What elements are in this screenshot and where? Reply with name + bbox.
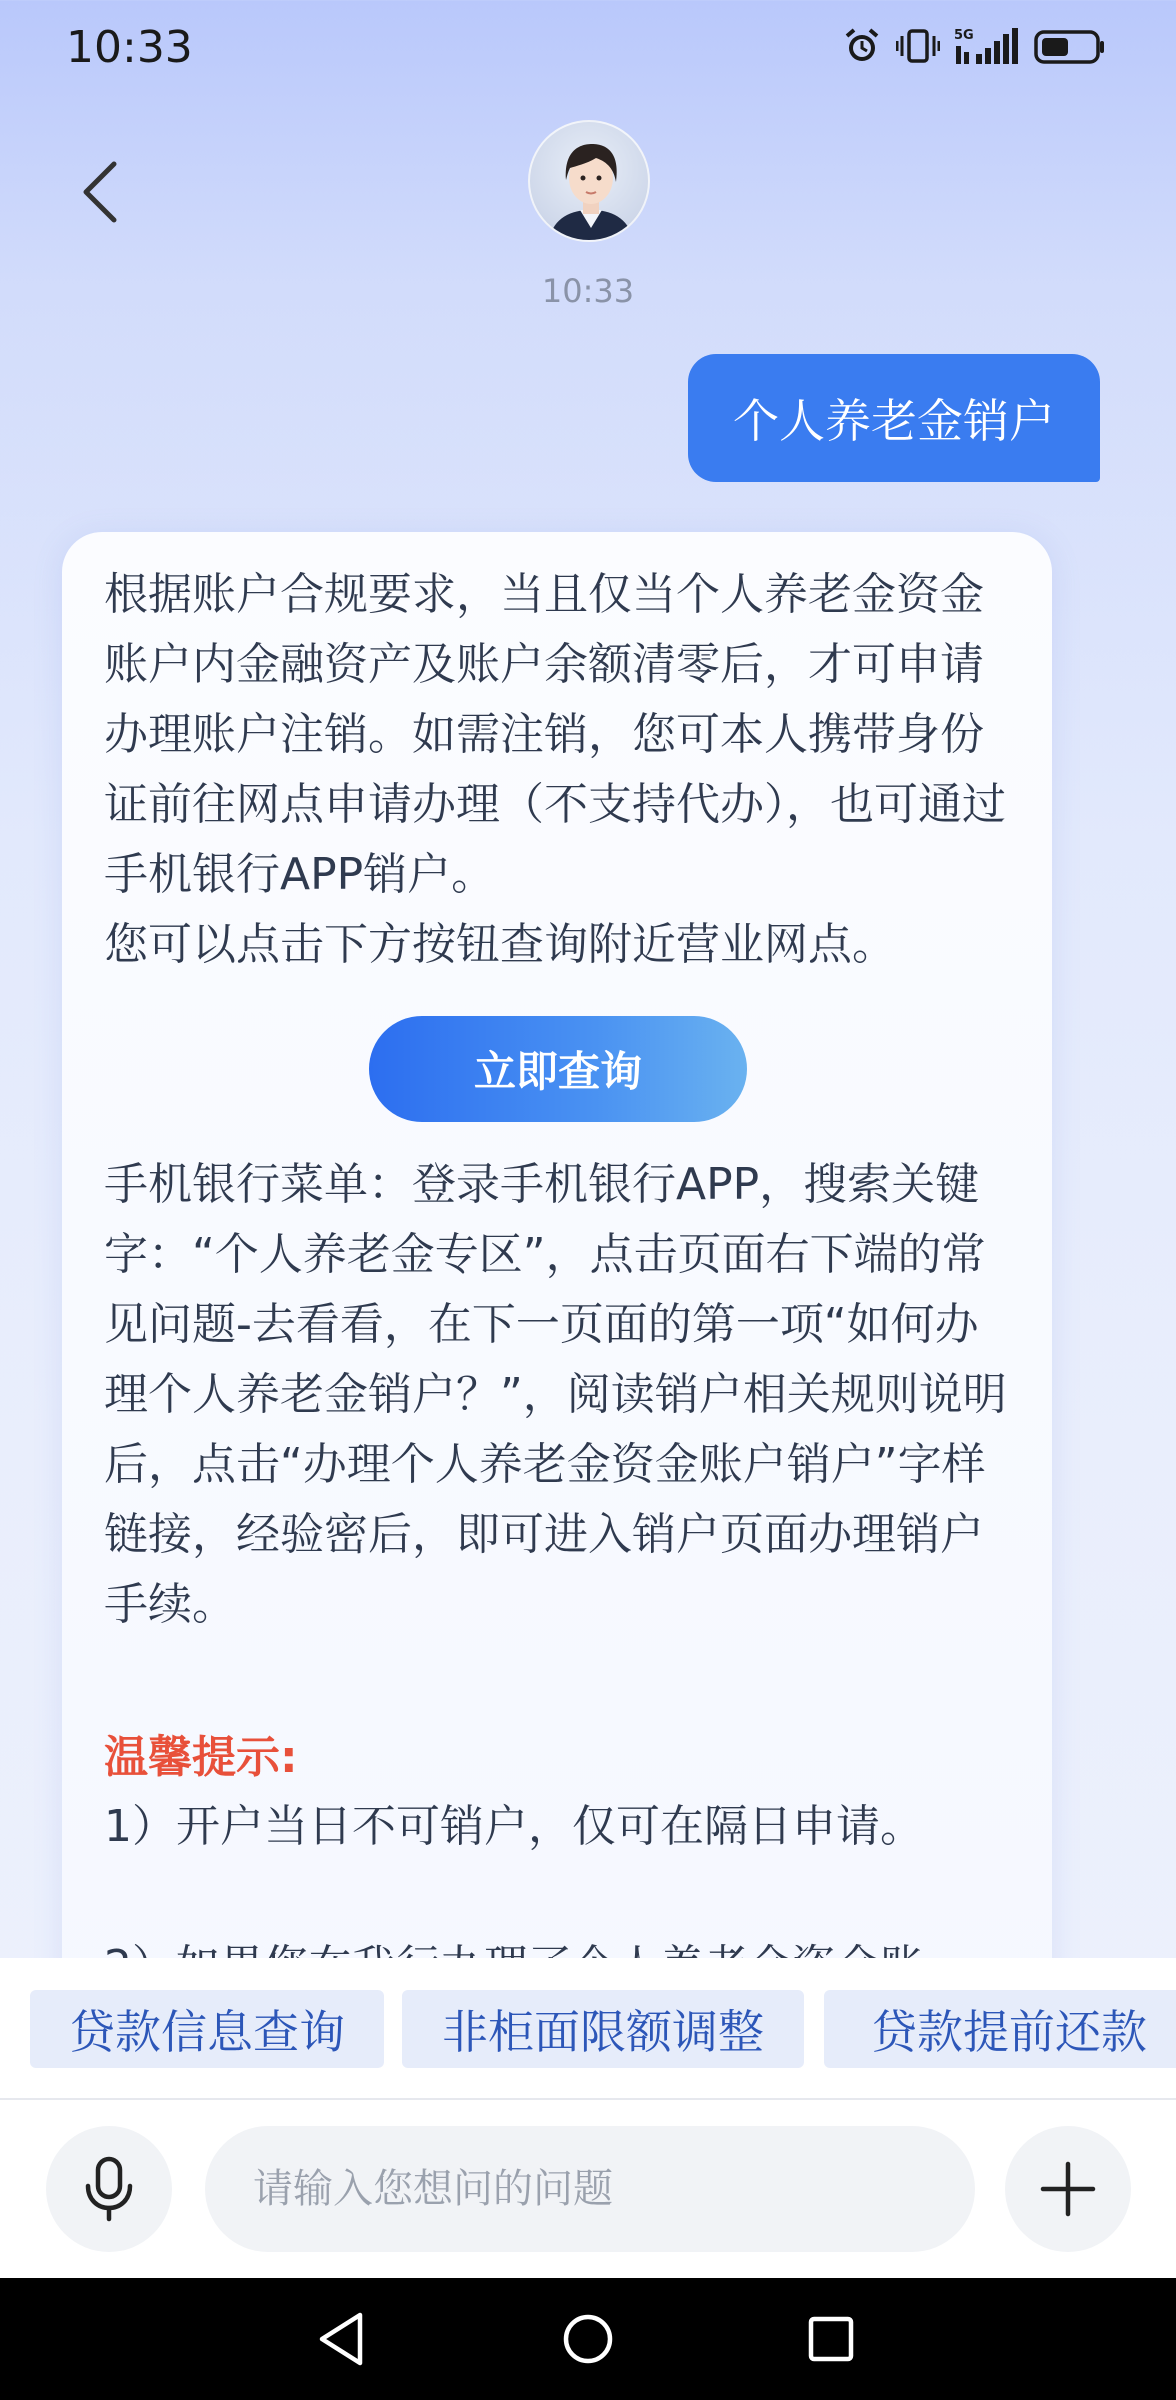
query-now-button[interactable]: 立即查询 (369, 1016, 747, 1122)
quick-reply-bar (0, 1958, 1176, 2100)
quick-chip-early-repay[interactable]: 贷款提前还款 (824, 1990, 1176, 2068)
nav-back-button[interactable] (306, 2304, 376, 2374)
status-bar (0, 0, 1176, 100)
nav-recent-icon (806, 2314, 856, 2364)
quick-chip-limit-adjust[interactable]: 非柜面限额调整 (402, 1990, 804, 2068)
nav-back-icon (316, 2311, 366, 2367)
nav-home-button[interactable] (553, 2304, 623, 2374)
quick-chip-loan-info[interactable]: 贷款信息查询 (30, 1990, 384, 2068)
message-timestamp: 10:33 (541, 272, 635, 310)
signal-5g-icon (954, 26, 1020, 66)
assistant-avatar[interactable] (528, 120, 650, 242)
assistant-instructions: 手机银行菜单：登录手机银行APP，搜索关键字：“个人养老金专区”，点击页面右下端的常见问题-去看看，在下一页面的第一项“如何办理个人养老金销户？”，阅读销户相关规则说明后，点击“办理个人养老金资金账户销户”字样链接，经验密后，即可进入销户页面办理销户手续。 (104, 1159, 1007, 1630)
vibrate-icon (896, 26, 940, 66)
question-input[interactable] (205, 2126, 975, 2252)
chat-header (0, 100, 1176, 310)
microphone-icon (81, 2156, 137, 2222)
status-icons (842, 26, 1106, 66)
tip-title: 温馨提示: (104, 1732, 298, 1783)
system-nav-bar (0, 2278, 1176, 2400)
alarm-icon (842, 26, 882, 66)
assistant-paragraph: 根据账户合规要求，当且仅当个人养老金资金账户内金融资产及账户余额清零后，才可申请办理账户注销。如需注销，您可本人携带身份证前往网点申请办理（不支持代办），也可通过手机银行APP销户。 您可以点击下方按钮查询附近营业网点。 (104, 569, 1006, 970)
nav-home-icon (560, 2311, 616, 2367)
tip-item-1: 1）开户当日不可销户，仅可在隔日申请。 (104, 1801, 924, 1852)
voice-input-button[interactable] (46, 2126, 172, 2252)
plus-icon (1040, 2161, 1096, 2217)
battery-icon (1034, 26, 1106, 66)
user-message-bubble[interactable]: 个人养老金销户 (688, 354, 1100, 482)
input-bar (0, 2100, 1176, 2278)
status-time: 10:33 (66, 22, 193, 73)
more-options-button[interactable] (1005, 2126, 1131, 2252)
back-button[interactable] (70, 152, 130, 232)
assistant-message-card (62, 532, 1052, 2032)
network-label: 5G (954, 28, 974, 43)
nav-recent-button[interactable] (796, 2304, 866, 2374)
chevron-left-icon (80, 160, 120, 224)
